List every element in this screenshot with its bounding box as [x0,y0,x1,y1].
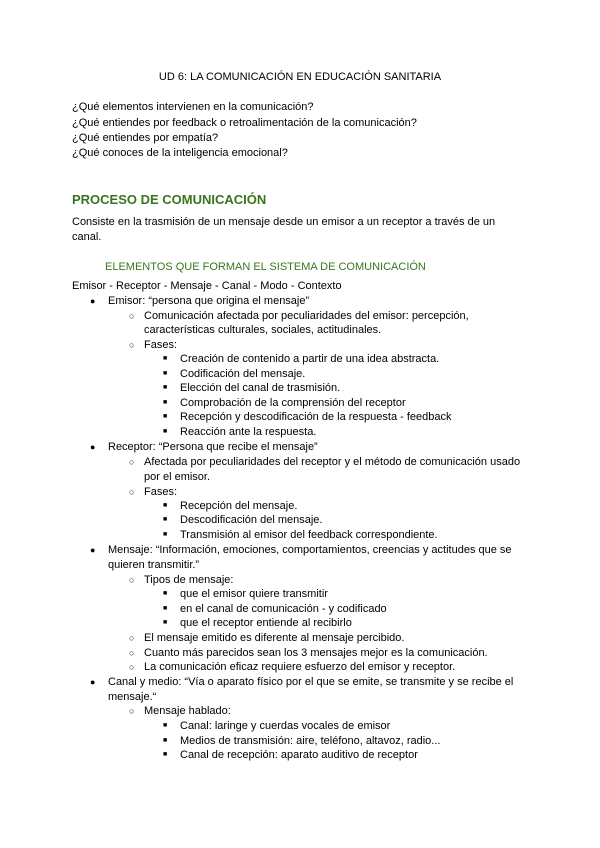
canal-hablado-item: Canal de recepción: aparato auditivo de receptor [180,749,418,761]
emisor-fase-item: Recepción y descodificación de la respuesta - feedback [180,411,452,423]
page-title: UD 6: LA COMUNICACIÓN EN EDUCACIÓN SANITARIA [158,71,442,83]
bullet-disc-icon: ● [90,442,96,452]
mensaje-tipo-item: que el emisor quiere transmitir [180,588,328,600]
bullet-circle-icon: ○ [129,662,135,672]
bullet-square-icon: ■ [163,590,168,597]
bullet-square-icon: ■ [163,413,168,420]
intro-line-2: canal. [72,231,102,243]
emisor-fase-item: Comprobación de la comprensión del receptor [180,397,406,409]
bullet-square-icon: ■ [163,355,168,362]
mensaje-line-2: quieren transmitir.” [108,559,200,571]
emisor-fase-item: Codificación del mensaje. [180,368,306,380]
canal-hablado-label: Mensaje hablado: [144,705,231,717]
receptor-sub-line-1: Afectada por peculiaridades del receptor y el método de comunicación usado [144,456,521,468]
canal-line-2: mensaje.“ [108,691,157,703]
mensaje-tipo-item: en el canal de comunicación - y codificado [180,603,387,615]
receptor-fases-label: Fases: [144,486,178,498]
bullet-circle-icon: ○ [129,487,135,497]
bullet-square-icon: ■ [163,516,168,523]
mensaje-note: Cuanto más parecidos sean los 3 mensajes mejor es la comunicación. [144,647,488,659]
bullet-square-icon: ■ [163,399,168,406]
bullet-square-icon: ■ [163,502,168,509]
mensaje-tipo-item: que el receptor entiende al recibirlo [180,617,352,629]
receptor-fase-item: Transmisión al emisor del feedback correspondiente. [180,529,438,541]
bullet-circle-icon: ○ [129,457,135,467]
bullet-square-icon: ■ [163,722,168,729]
bullet-circle-icon: ○ [129,340,135,350]
question-2: ¿Qué entiendes por feedback o retroalimentación de la comunicación? [72,117,417,129]
receptor-item: Receptor: “Persona que recibe el mensaje” [108,441,318,453]
emisor-sub-line-1: Comunicación afectada por peculiaridades del emisor: percepción, [144,310,469,322]
receptor-sub-line-2: por el emisor. [144,471,211,483]
bullet-square-icon: ■ [163,605,168,612]
emisor-fases-label: Fases: [144,339,178,351]
question-3: ¿Qué entiendes por empatía? [72,132,219,144]
bullet-square-icon: ■ [163,384,168,391]
subheading: ELEMENTOS QUE FORMAN EL SISTEMA DE COMUNICACIÓN [105,261,426,273]
canal-hablado-item: Medios de transmisión: aire, teléfono, altavoz, radio... [180,735,441,747]
receptor-fase-item: Recepción del mensaje. [180,500,298,512]
bullet-circle-icon: ○ [129,648,135,658]
question-1: ¿Qué elementos intervienen en la comunicación? [72,101,314,113]
bullet-square-icon: ■ [163,619,168,626]
emisor-item: Emisor: “persona que origina el mensaje” [108,295,310,307]
section-heading: PROCESO DE COMUNICACIÓN [72,192,267,207]
bullet-square-icon: ■ [163,428,168,435]
question-4: ¿Qué conoces de la inteligencia emocional? [72,147,288,159]
bullet-disc-icon: ● [90,677,96,687]
mensaje-line-1: Mensaje: “Información, emociones, comportamientos, creencias y actitudes que se [108,544,512,556]
mensaje-note: El mensaje emitido es diferente al mensaje percibido. [144,632,405,644]
mensaje-note: La comunicación eficaz requiere esfuerzo del emisor y receptor. [144,661,456,673]
bullet-square-icon: ■ [163,370,168,377]
emisor-fase-item: Reacción ante la respuesta. [180,426,317,438]
emisor-fase-item: Creación de contenido a partir de una idea abstracta. [180,353,440,365]
bullet-square-icon: ■ [163,751,168,758]
bullet-square-icon: ■ [163,531,168,538]
bullet-circle-icon: ○ [129,633,135,643]
mensaje-tipos-label: Tipos de mensaje: [144,574,234,586]
bullet-circle-icon: ○ [129,706,135,716]
intro-line-1: Consiste en la trasmisión de un mensaje desde un emisor a un receptor a través de un [72,216,496,228]
bullet-circle-icon: ○ [129,575,135,585]
canal-hablado-item: Canal: laringe y cuerdas vocales de emisor [180,720,391,732]
emisor-fase-item: Elección del canal de trasmisión. [180,382,341,394]
receptor-fase-item: Descodificación del mensaje. [180,514,323,526]
elements-line: Emisor - Receptor - Mensaje - Canal - Modo - Contexto [72,280,342,292]
bullet-square-icon: ■ [163,737,168,744]
bullet-disc-icon: ● [90,296,96,306]
bullet-circle-icon: ○ [129,311,135,321]
bullet-disc-icon: ● [90,545,96,555]
canal-line-1: Canal y medio: “Vía o aparato físico por el que se emite, se transmite y se recibe el [108,676,514,688]
emisor-sub-line-2: características culturales, sociales, actitudinales. [144,324,382,336]
